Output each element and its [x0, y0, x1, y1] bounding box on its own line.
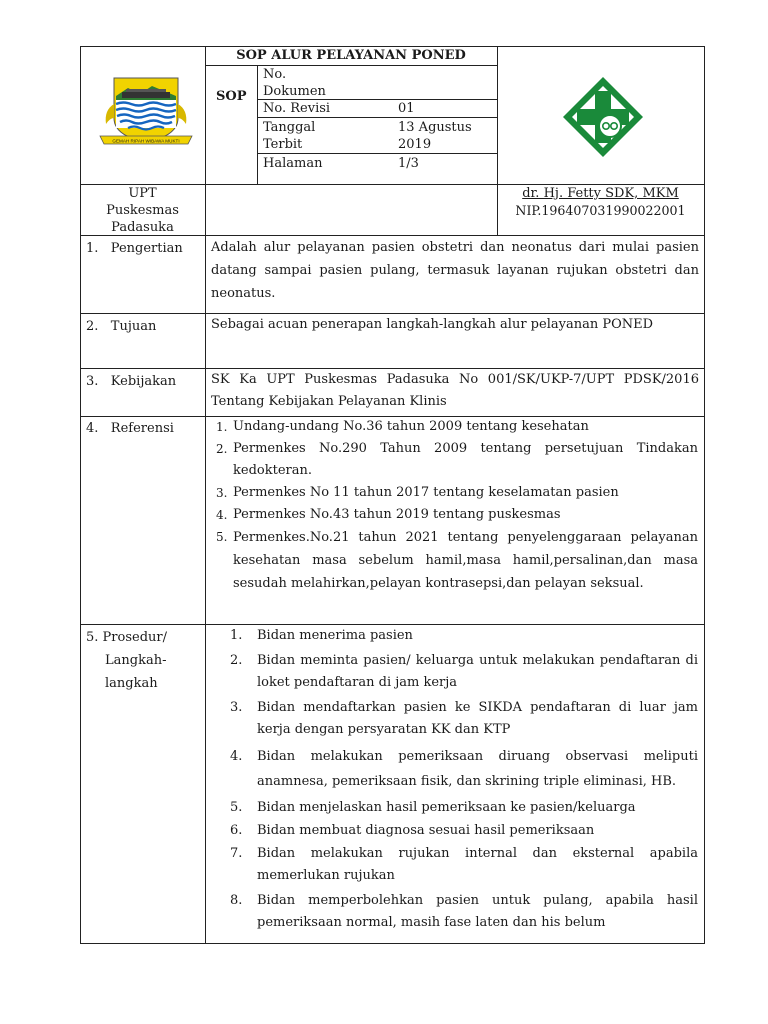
border-bottom — [80, 943, 705, 944]
tujuan-label: 2. Tujuan — [86, 319, 157, 334]
list-number: 2. — [230, 653, 243, 668]
list-item: 8. Bidan memperbolehkan pasien untuk pulang, apabila hasil pemeriksaan normal, masih fase laten dan his belum — [230, 890, 698, 934]
tanggal-value-1: 13 Agustus — [398, 120, 472, 135]
prosedur-label-2: Langkah- — [105, 653, 167, 668]
no-revisi-value: 01 — [398, 101, 415, 116]
org-line-2: Puskesmas — [106, 203, 179, 218]
list-number: 6. — [230, 823, 243, 838]
list-number: 4. — [230, 749, 243, 764]
no-revisi-label: No. Revisi — [263, 101, 331, 116]
list-item: 1. Bidan menerima pasien — [230, 625, 698, 647]
logo-motto: GEMAH RIPAH WIBAWA MUKTI — [112, 138, 180, 144]
pengertian-text: Adalah alur pelayanan pasien obstetri dan neonatus dari mulai pasien datang sampai pasien pulang, termasuk layanan rujukan obstetri dan neonatus. — [211, 240, 699, 301]
border-tanggal-top — [257, 117, 497, 118]
city-coat-of-arms-logo — [96, 74, 196, 152]
border-sop-right — [257, 65, 258, 185]
pengertian-label: 1. Pengertian — [86, 241, 183, 256]
prosedur-label-1: 5. Prosedur/ — [86, 630, 167, 645]
referensi-list — [216, 416, 698, 595]
border-right — [704, 46, 705, 944]
kebijakan-label: 3. Kebijakan — [86, 374, 177, 389]
org-line-3: Padasuka — [111, 220, 174, 235]
halaman-value: 1/3 — [398, 156, 419, 171]
list-item: 5. Bidan menjelaskan hasil pemeriksaan ke pasien/keluarga — [230, 797, 698, 819]
list-item: 6. Bidan membuat diagnosa sesuai hasil pemeriksaan — [230, 820, 698, 842]
prosedur-list — [230, 625, 698, 934]
list-number: 1. — [216, 420, 228, 434]
list-item: 1. Undang-undang No.36 tahun 2009 tentang kesehatan — [216, 416, 698, 438]
list-item: 7. Bidan melakukan rujukan internal dan eksternal apabila memerlukan rujukan — [230, 843, 698, 887]
border-col1 — [205, 46, 206, 944]
list-number: 5. — [230, 800, 243, 815]
list-item: 2. Permenkes No.290 Tahun 2009 tentang persetujuan Tindakan kedokteran. — [216, 438, 698, 482]
no-dokumen-label-1: No. — [263, 67, 287, 82]
list-number: 8. — [230, 893, 243, 908]
sop-label: SOP — [216, 89, 247, 104]
org-line-1: UPT — [128, 186, 157, 201]
halaman-label: Halaman — [263, 156, 323, 171]
border-halaman-top — [257, 153, 497, 154]
list-number: 2. — [216, 442, 228, 456]
list-item: 5. Permenkes.No.21 tahun 2021 tentang penyelenggaraan pelayanan kesehatan masa sebelum hamil,masa hamil,persalinan,dan masa sesudah melahirkan,pelayan kontrasepsi,dan pelayan seksual. — [216, 526, 698, 595]
list-number: 4. — [216, 508, 228, 522]
referensi-label: 4. Referensi — [86, 421, 174, 436]
list-number: 7. — [230, 846, 243, 861]
list-number: 1. — [230, 628, 243, 643]
signer-name: dr. Hj. Fetty SDK, MKM — [522, 186, 679, 201]
puskesmas-logo — [560, 74, 646, 160]
list-item: 3. Permenkes No 11 tahun 2017 tentang keselamatan pasien — [216, 482, 698, 504]
border-title-bottom — [205, 65, 497, 66]
list-item: 4. Permenkes No.43 tahun 2019 tentang puskesmas — [216, 504, 698, 526]
document-title: SOP ALUR PELAYANAN PONED — [236, 48, 466, 63]
list-item: 4. Bidan melakukan pemeriksaan diruang observasi meliputi anamnesa, pemeriksaan fisik, dan skrining triple eliminasi, HB. — [230, 744, 698, 794]
list-number: 5. — [216, 530, 228, 544]
border-left — [80, 46, 81, 944]
tanggal-label-1: Tanggal — [263, 120, 316, 135]
tujuan-text: Sebagai acuan penerapan langkah-langkah alur pelayanan PONED — [211, 317, 654, 332]
kebijakan-text: SK Ka UPT Puskesmas Padasuka No 001/SK/UKP-7/UPT PDSK/2016 Tentang Kebijakan Pelayanan Klinis — [211, 372, 699, 409]
prosedur-label-3: langkah — [105, 676, 158, 691]
list-item: 3. Bidan mendaftarkan pasien ke SIKDA pendaftaran di luar jam kerja dengan persyaratan KK dan KTP — [230, 697, 698, 741]
tanggal-label-2: Terbit — [263, 137, 303, 152]
list-number: 3. — [216, 486, 228, 500]
no-dokumen-label-2: Dokumen — [263, 84, 326, 99]
list-number: 3. — [230, 700, 243, 715]
tanggal-value-2: 2019 — [398, 137, 432, 152]
signer-nip: NIP.196407031990022001 — [515, 203, 686, 218]
list-item: 2. Bidan meminta pasien/ keluarga untuk melakukan pendaftaran di loket pendaftaran di jam kerja — [230, 650, 698, 694]
